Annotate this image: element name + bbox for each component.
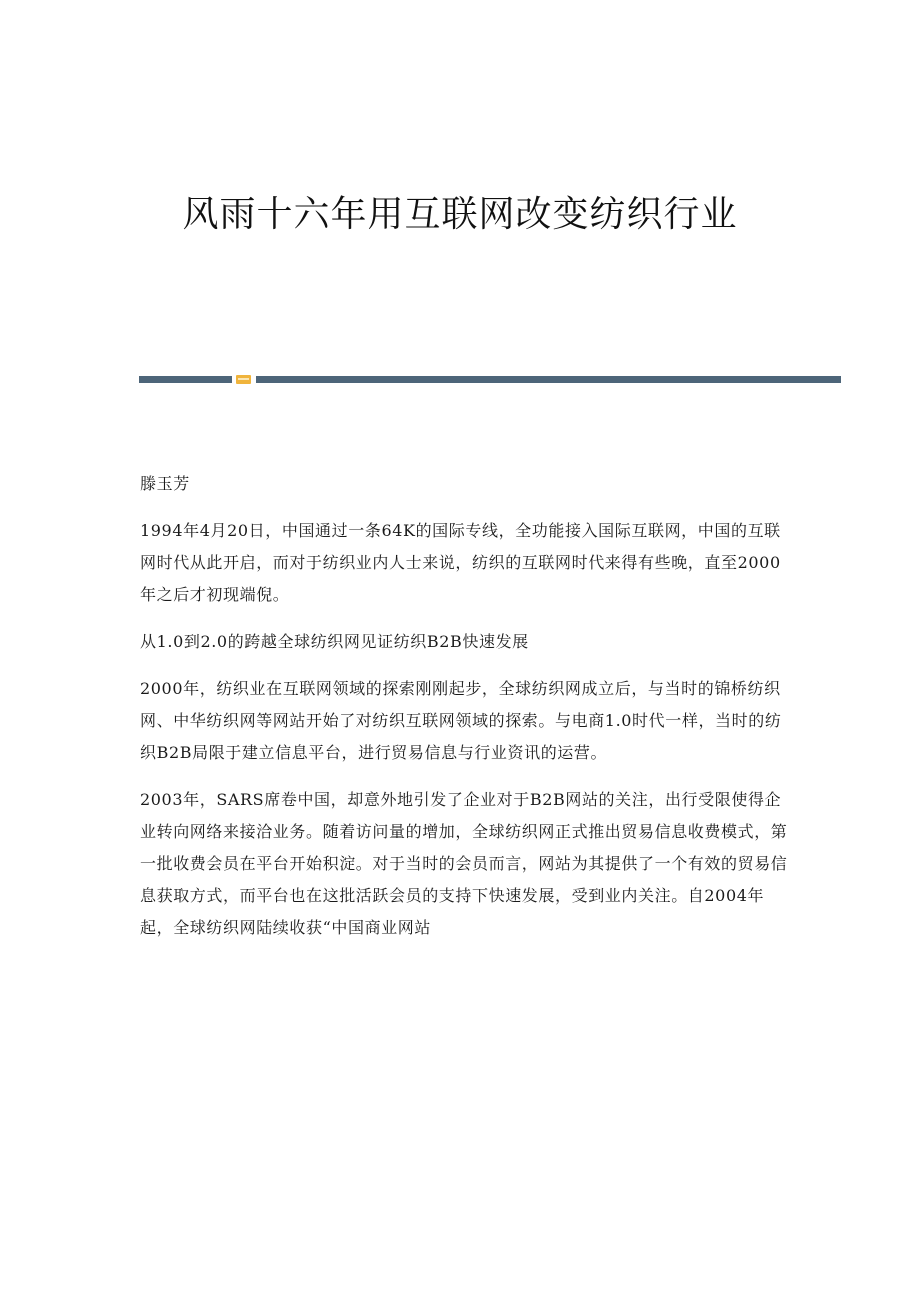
section-heading: 从1.0到2.0的跨越全球纺织网见证纺织B2B快速发展 xyxy=(140,632,529,651)
document-title: 风雨十六年用互联网改变纺织行业 xyxy=(182,194,738,235)
paragraph-1: 1994年4月20日，中国通过一条64K的国际专线，全功能接入国际互联网，中国的互联网时代从此开启，而对于纺织业内人士来说，纺织的互联网时代来得有些晚，直至2000年之后才初现端倪。 xyxy=(140,521,781,604)
author-line: 滕玉芳 xyxy=(140,474,190,493)
divider-emblem-icon xyxy=(236,375,251,384)
paragraph-2: 2000年，纺织业在互联网领域的探索刚刚起步，全球纺织网成立后，与当时的锦桥纺织网、中华纺织网等网站开始了对纺织互联网领域的探索。与电商1.0时代一样，当时的纺织B2B局限于建立信息平台，进行贸易信息与行业资讯的运营。 xyxy=(140,679,782,762)
divider-bar-left xyxy=(139,376,232,383)
paragraph-3: 2003年，SARS席卷中国，却意外地引发了企业对于B2B网站的关注，出行受限使得企业转向网络来接洽业务。随着访问量的增加，全球纺织网正式推出贸易信息收费模式，第一批收费会员在平台开始积淀。对于当时的会员而言，网站为其提供了一个有效的贸易信息获取方式，而平台也在这批活跃会员的支持下快速发展，受到业内关注。自2004年起，全球纺织网陆续收获“中国商业网站 xyxy=(140,790,788,937)
document-body xyxy=(140,468,790,959)
title-divider xyxy=(139,375,841,384)
divider-bar-right xyxy=(256,376,841,383)
